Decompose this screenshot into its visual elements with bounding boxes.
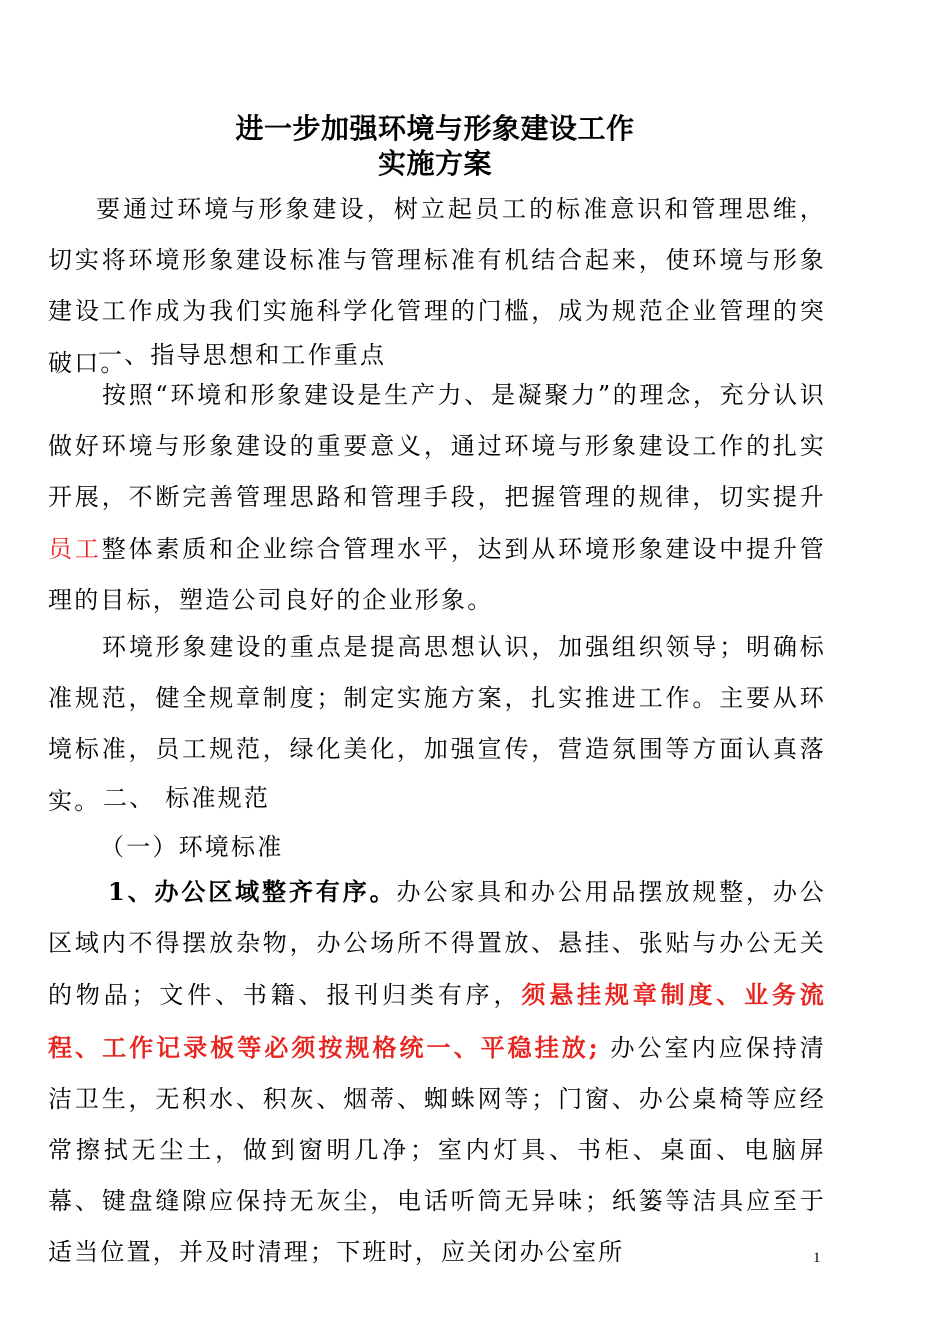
item-1-paragraph [48, 866, 826, 1279]
subsection-1-heading: （一）环境标准 [100, 833, 284, 861]
section-1-text-before: 按照“环境和形象建设是生产力、是凝聚力”的理念，充分认识做好环境与形象建设的重要意义，通过环境与形象建设工作的扎实开展，不断完善管理思路和管理手段，把握管理的规律，切实提升 [48, 381, 826, 512]
item-1-title: 办公区域整齐有序。 [154, 877, 397, 906]
highlight-employee: 员工 [48, 534, 102, 563]
item-1-text-a: 办公家具和办公用品摆放规整，办公区域内不得摆放杂物，办公场所不得置放、悬挂、张贴与办公无关的物品；文件、书籍、报刊归类有序， [48, 878, 826, 1010]
section-1-heading: 一、指导思想和工作重点 [98, 341, 387, 369]
section-1-paragraph-2: 环境形象建设的重点是提高思想认识，加强组织领导；明确标准规范，健全规章制度；制定实施方案，扎实推进工作。主要从环境标准，员工规范，绿化美化，加强宣传，营造氛围等方面认真落实。 [48, 633, 826, 815]
item-1-highlight: 须悬挂规章制度、业务流程、工作记录板等必须按规格统一、平稳挂放; [48, 980, 826, 1062]
item-1-number: 1、 [108, 877, 155, 906]
page-number: 1 [813, 1250, 821, 1266]
section-1-text-after: 整体素质和企业综合管理水平，达到从环境形象建设中提升管理的目标，塑造公司良好的企业形象。 [48, 534, 826, 614]
intro-paragraph: 要通过环境与形象建设，树立起员工的标准意识和管理思维，切实将环境形象建设标准与管理标准有机结合起来，使环境与形象建设工作成为我们实施科学化管理的门槛，成为规范企业管理的突破口。 [48, 195, 826, 377]
section-2-heading: 二、 标准规范 [103, 784, 271, 812]
document-title-line-2: 实施方案 [377, 147, 492, 180]
section-1-paragraph-1 [48, 370, 826, 626]
document-title-line-1: 进一步加强环境与形象建设工作 [235, 112, 635, 145]
item-1-text-b: 办公室内应保持清洁卫生，无积水、积灰、烟蒂、蜘蛛网等；门窗、办公桌椅等应经常擦拭无尘土，做到窗明几净；室内灯具、书柜、桌面、电脑屏幕、键盘缝隙应保持无灰尘，电话听筒无异味；纸篓等洁具应至于适当位置，并及时清理；下班时，应关闭办公室所 [48, 1033, 826, 1267]
